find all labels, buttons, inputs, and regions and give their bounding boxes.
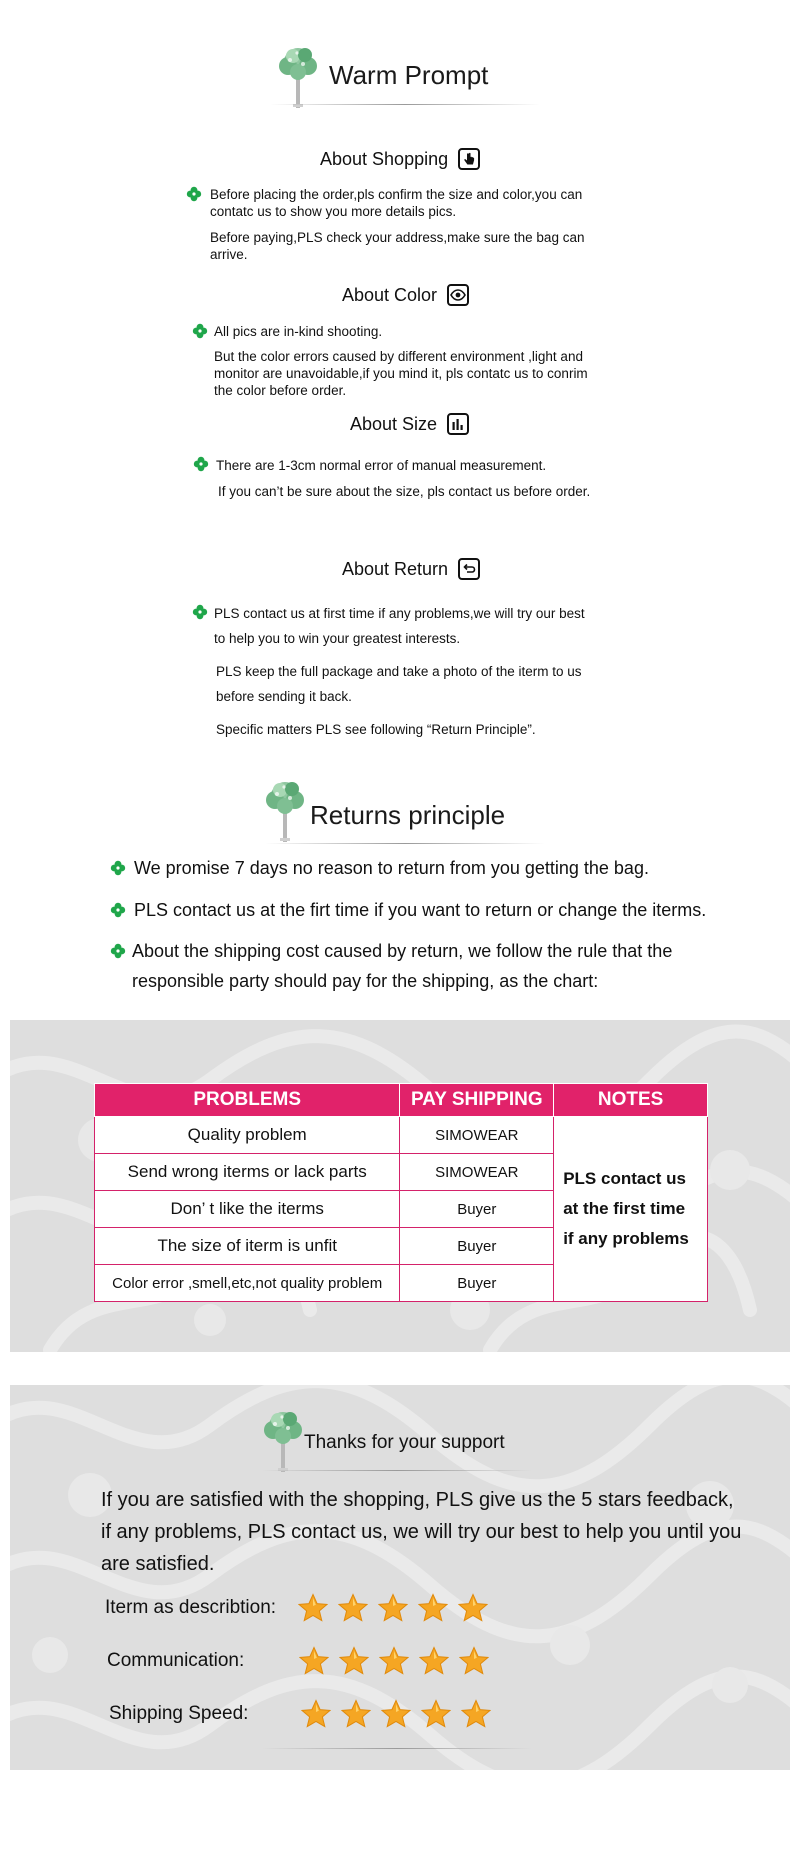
star-icon <box>418 1593 448 1623</box>
star-icon <box>419 1646 449 1676</box>
tree-logo-icon <box>275 44 321 110</box>
principle-bullet-3: About the shipping cost caused by return, we follow the rule that the <box>132 941 673 961</box>
shopping-line-2: Before paying,PLS check your address,make sure the bag can arrive. <box>210 230 585 262</box>
color-line-2: But the color errors caused by different environment ,light and monitor are unavoidable,if you mind it, pls contatc us to conrim the color before order. <box>214 349 588 398</box>
thanks-paragraph-line-2: if any problems, PLS contact us, we will try our best to help you until you <box>101 1521 742 1543</box>
star-icon <box>341 1699 371 1729</box>
star-icon <box>298 1593 328 1623</box>
table-header-pay-shipping: PAY SHIPPING <box>400 1084 554 1117</box>
table-header-notes: NOTES <box>554 1084 708 1117</box>
header-divider <box>265 843 545 844</box>
color-line-1: All pics are in-kind shooting. <box>214 324 383 339</box>
star-icon <box>339 1646 369 1676</box>
clover-bullet-icon <box>193 456 209 472</box>
star-icon <box>379 1646 409 1676</box>
principle-bullet-1: We promise 7 days no reason to return from you getting the bag. <box>134 858 649 878</box>
size-line-1: There are 1-3cm normal error of manual measurement. <box>216 458 547 473</box>
star-icon <box>378 1593 408 1623</box>
star-icon <box>458 1593 488 1623</box>
problem-cell: Quality problem <box>95 1117 400 1154</box>
problem-cell: Color error ,smell,etc,not quality problem <box>95 1265 400 1302</box>
about-return-title: About Return <box>342 558 480 580</box>
thanks-paragraph-line-1: If you are satisfied with the shopping, PLS give us the 5 stars feedback, <box>101 1489 734 1511</box>
star-icon <box>421 1699 451 1729</box>
notes-line-1: PLS contact us <box>563 1169 687 1188</box>
footer-divider <box>262 1748 532 1749</box>
clover-bullet-icon <box>192 323 208 339</box>
star-icon <box>381 1699 411 1729</box>
notes-cell <box>554 1117 708 1302</box>
returns-principle-title: Returns principle <box>310 800 506 830</box>
return-line-2: to help you to win your greatest interests. <box>214 631 461 646</box>
pay-shipping-cell: Buyer <box>400 1228 554 1265</box>
star-icon <box>299 1646 329 1676</box>
hand-pointer-icon <box>458 148 480 170</box>
rating-stars-shipping-speed <box>301 1699 491 1729</box>
warm-prompt-title: Warm Prompt <box>329 60 489 90</box>
thanks-paragraph-line-3: are satisfied. <box>101 1553 215 1575</box>
about-size-title: About Size <box>350 413 469 435</box>
about-color-title: About Color <box>342 284 469 306</box>
notes-line-2: at the first time <box>563 1199 686 1218</box>
star-icon <box>459 1646 489 1676</box>
star-icon <box>461 1699 491 1729</box>
clover-bullet-icon <box>110 860 126 876</box>
pay-shipping-cell: Buyer <box>400 1265 554 1302</box>
return-line-1: PLS contact us at first time if any problems,we will try our best <box>214 606 585 621</box>
thanks-title: Thanks for your support <box>304 1432 505 1453</box>
size-line-2: If you can’t be sure about the size, pls contact us before order. <box>218 484 591 499</box>
rating-stars-description <box>298 1593 488 1623</box>
tree-logo-icon <box>262 778 308 844</box>
return-line-3: PLS keep the full package and take a photo of the iterm to us <box>216 664 582 679</box>
eye-icon <box>447 284 469 306</box>
table-row <box>95 1117 708 1154</box>
clover-bullet-icon <box>192 604 208 620</box>
notes-line-3: if any problems <box>563 1229 689 1248</box>
rating-label-shipping-speed: Shipping Speed: <box>109 1703 249 1724</box>
principle-bullet-3-cont: responsible party should pay for the shipping, as the chart: <box>132 971 599 991</box>
returns-principle-header <box>262 778 562 848</box>
clover-bullet-icon <box>186 186 202 202</box>
return-policy-table <box>94 1083 708 1302</box>
rating-label-communication: Communication: <box>107 1650 245 1671</box>
thanks-header <box>260 1408 560 1474</box>
table-header-problems: PROBLEMS <box>95 1084 400 1117</box>
problem-cell: The size of iterm is unfit <box>95 1228 400 1265</box>
rating-label-description: Iterm as describtion: <box>105 1597 277 1618</box>
rating-stars-communication <box>299 1646 489 1676</box>
pay-shipping-cell: SIMOWEAR <box>400 1117 554 1154</box>
clover-bullet-icon <box>110 902 126 918</box>
pay-shipping-cell: SIMOWEAR <box>400 1154 554 1191</box>
bar-chart-icon <box>447 413 469 435</box>
header-divider <box>262 1470 532 1471</box>
table-header-row <box>95 1084 708 1117</box>
return-line-4: before sending it back. <box>216 689 352 704</box>
tree-logo-icon <box>260 1408 306 1474</box>
return-arrows-icon <box>458 558 480 580</box>
pay-shipping-cell: Buyer <box>400 1191 554 1228</box>
star-icon <box>338 1593 368 1623</box>
about-shopping-title: About Shopping <box>320 148 480 170</box>
header-divider <box>270 104 540 105</box>
return-line-5: Specific matters PLS see following “Return Principle”. <box>216 722 536 737</box>
clover-bullet-icon <box>110 943 126 959</box>
problem-cell: Don’ t like the iterms <box>95 1191 400 1228</box>
star-icon <box>301 1699 331 1729</box>
principle-bullet-2: PLS contact us at the firt time if you want to return or change the iterms. <box>134 900 707 920</box>
problem-cell: Send wrong iterms or lack parts <box>95 1154 400 1191</box>
shopping-line-1: Before placing the order,pls confirm the size and color,you can contatc us to show you more details pics. <box>210 187 583 219</box>
